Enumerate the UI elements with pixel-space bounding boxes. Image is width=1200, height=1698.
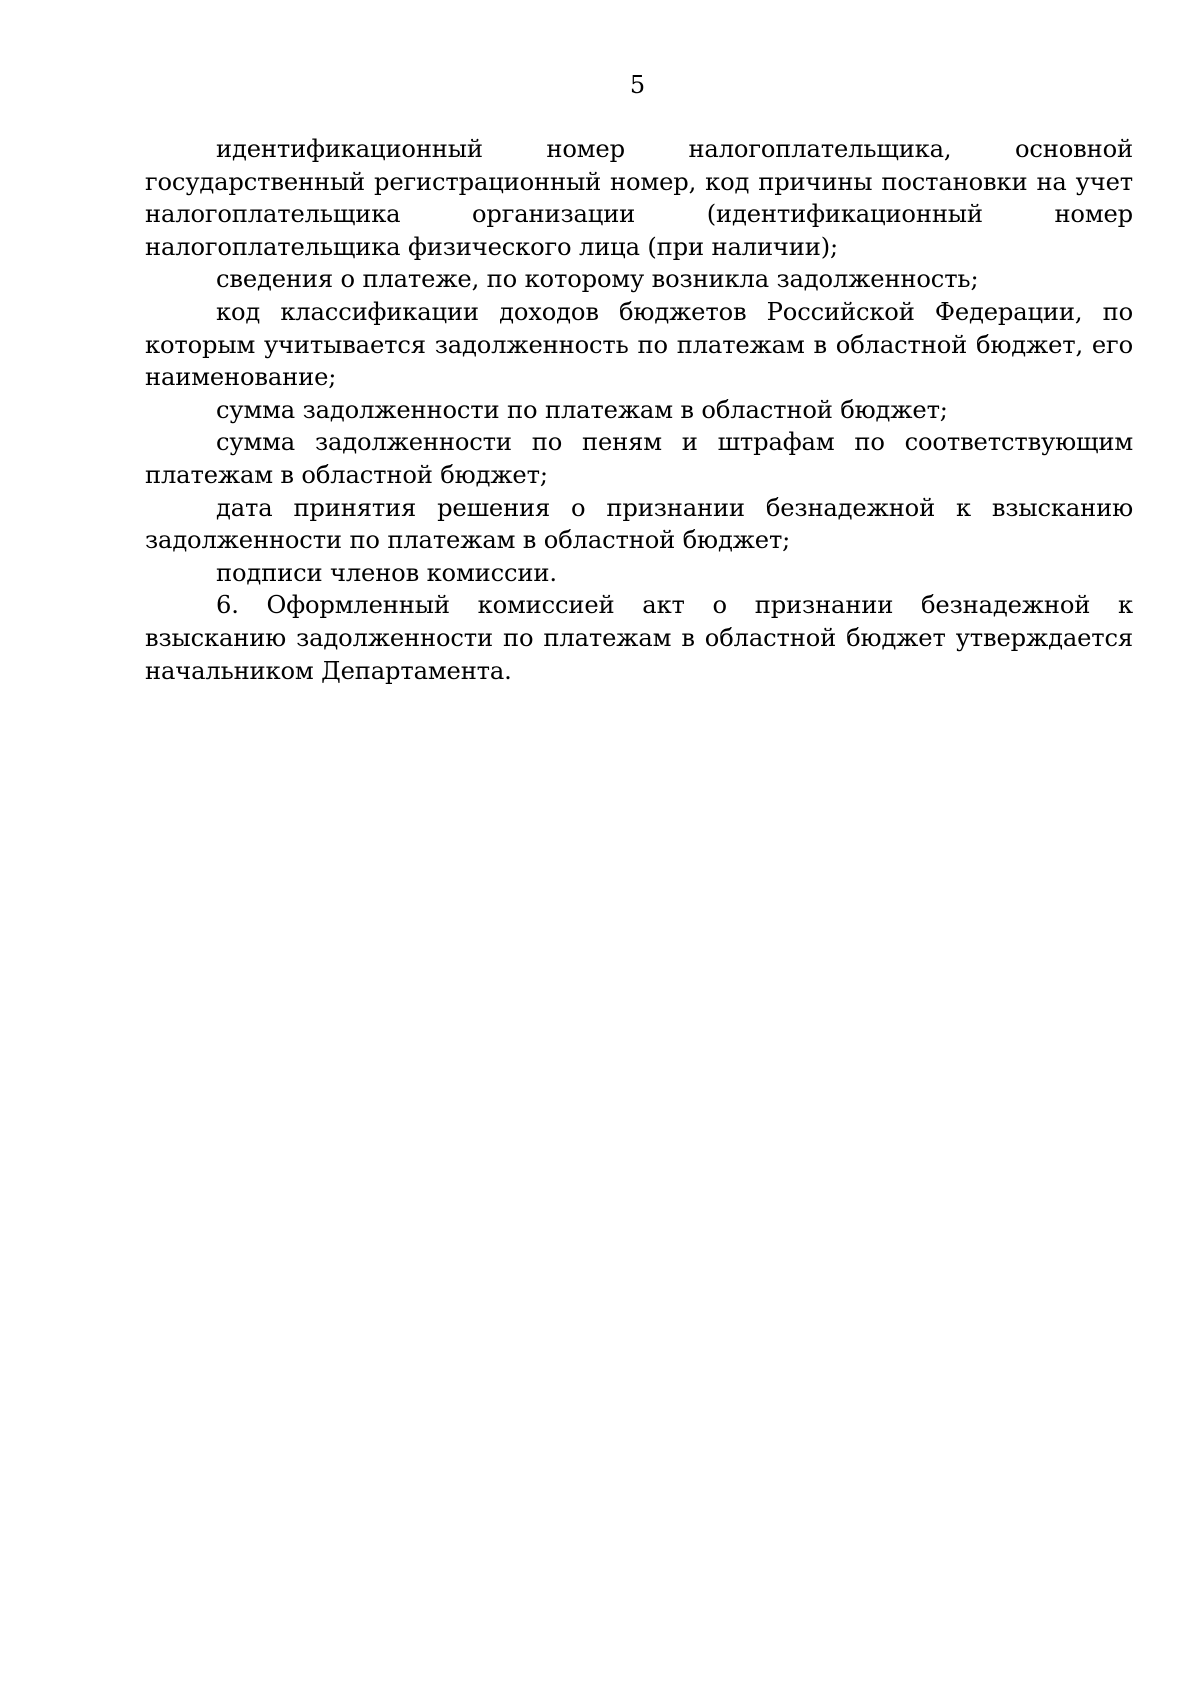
document-body [145,133,1133,687]
paragraph-taxpayer-ids: идентификационный номер налогоплательщика, основной государственный регистрационный номер, код причины постановки на учет налогоплательщика организации (идентификационный номер налогоплательщика физического лица (при наличии); [145,135,1133,261]
paragraph-decision-date: дата принятия решения о признании безнадежной к взысканию задолженности по платежам в областной бюджет; [145,493,1133,555]
paragraph-signatures: подписи членов комиссии. [216,558,557,587]
page-number: 5 [629,71,646,99]
paragraph-payment-info: сведения о платеже, по которому возникла задолженность; [216,265,979,294]
paragraph-debt-amount: сумма задолженности по платежам в областной бюджет; [216,395,948,424]
paragraph-item-6: 6. Оформленный комиссией акт о признании безнадежной к взысканию задолженности по платежам в областной бюджет утверждается начальником Департамента. [145,591,1133,685]
paragraph-budget-code: код классификации доходов бюджетов Российской Федерации, по которым учитывается задолженность по платежам в областной бюджет, его наименование; [145,297,1133,392]
paragraph-penalty-amount: сумма задолженности по пеням и штрафам по соответствующим платежам в областной бюджет; [145,428,1133,489]
